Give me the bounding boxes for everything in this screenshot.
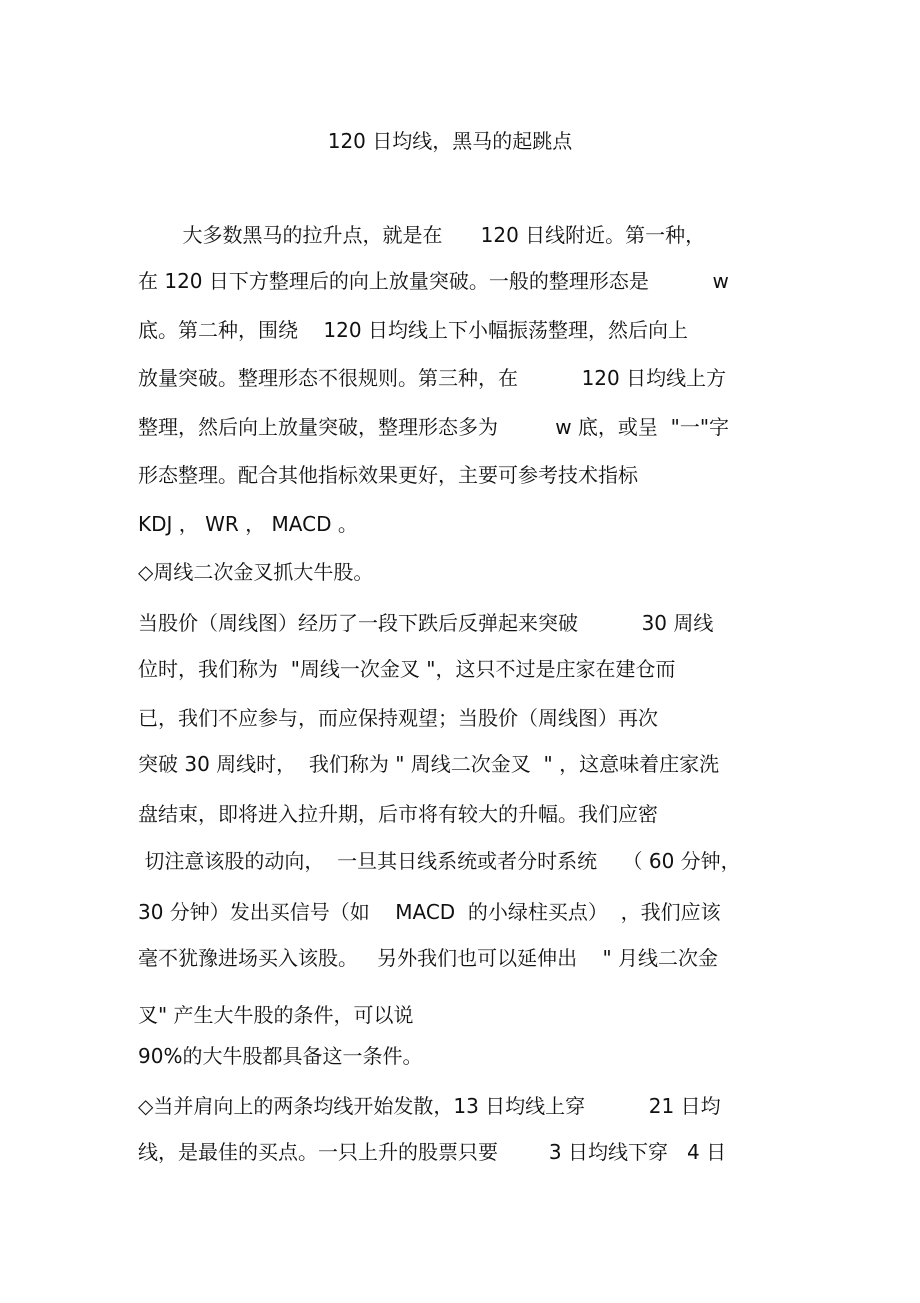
body-line-11: 已，我们不应参与，而应保持观望；当股价（周线图）再次: [138, 706, 658, 730]
body-line-10: 位时，我们称为 "周线一次金叉 "，这只不过是庄家在建仓而: [138, 657, 676, 681]
body-line-18: 90%的大牛股都具备这一条件。: [138, 1044, 423, 1068]
body-line-3: 底。第二种，围绕 120 日均线上下小幅振荡整理，然后向上: [138, 318, 688, 342]
body-line-7: KDJ ， WR ， MACD 。: [138, 512, 358, 536]
body-line-1: 大多数黑马的拉升点，就是在 120 日线附近。第一种，: [138, 223, 706, 247]
body-line-8: ◇周线二次金叉抓大牛股。: [138, 560, 374, 584]
body-line-4: 放量突破。整理形态不很规则。第三种，在 120 日均线上方: [138, 366, 727, 390]
body-line-13: 盘结束，即将进入拉升期，后市将有较大的升幅。我们应密: [138, 802, 658, 826]
body-line-19: ◇当并肩向上的两条均线开始发散，13 日均线上穿 21 日均: [138, 1094, 721, 1118]
body-line-17: 叉" 产生大牛股的条件，可以说: [138, 1003, 414, 1027]
body-line-9: 当股价（周线图）经历了一段下跌后反弹起来突破 30 周线: [138, 611, 714, 635]
body-line-16: 毫不犹豫进场买入该股。 另外我们也可以延伸出 " 月线二次金: [138, 946, 719, 970]
body-line-14: 切注意该股的动向， 一旦其日线系统或者分时系统 （ 60 分钟，: [138, 849, 741, 873]
body-line-20: 线，是最佳的买点。一只上升的股票只要 3 日均线下穿 4 日: [138, 1140, 727, 1164]
body-line-15: 30 分钟）发出买信号（如 MACD 的小绿柱买点） ，我们应该: [138, 900, 721, 924]
body-line-12: 突破 30 周线时， 我们称为 " 周线二次金叉 " ，这意味着庄家洗: [138, 752, 720, 776]
body-line-5: 整理，然后向上放量突破，整理形态多为 w 底，或呈 "一"字: [138, 415, 730, 439]
document-title: 120 日均线，黑马的起跳点: [327, 129, 573, 153]
body-line-2: 在 120 日下方整理后的向上放量突破。一般的整理形态是 w: [138, 269, 729, 293]
body-line-6: 形态整理。配合其他指标效果更好，主要可参考技术指标: [138, 463, 638, 487]
